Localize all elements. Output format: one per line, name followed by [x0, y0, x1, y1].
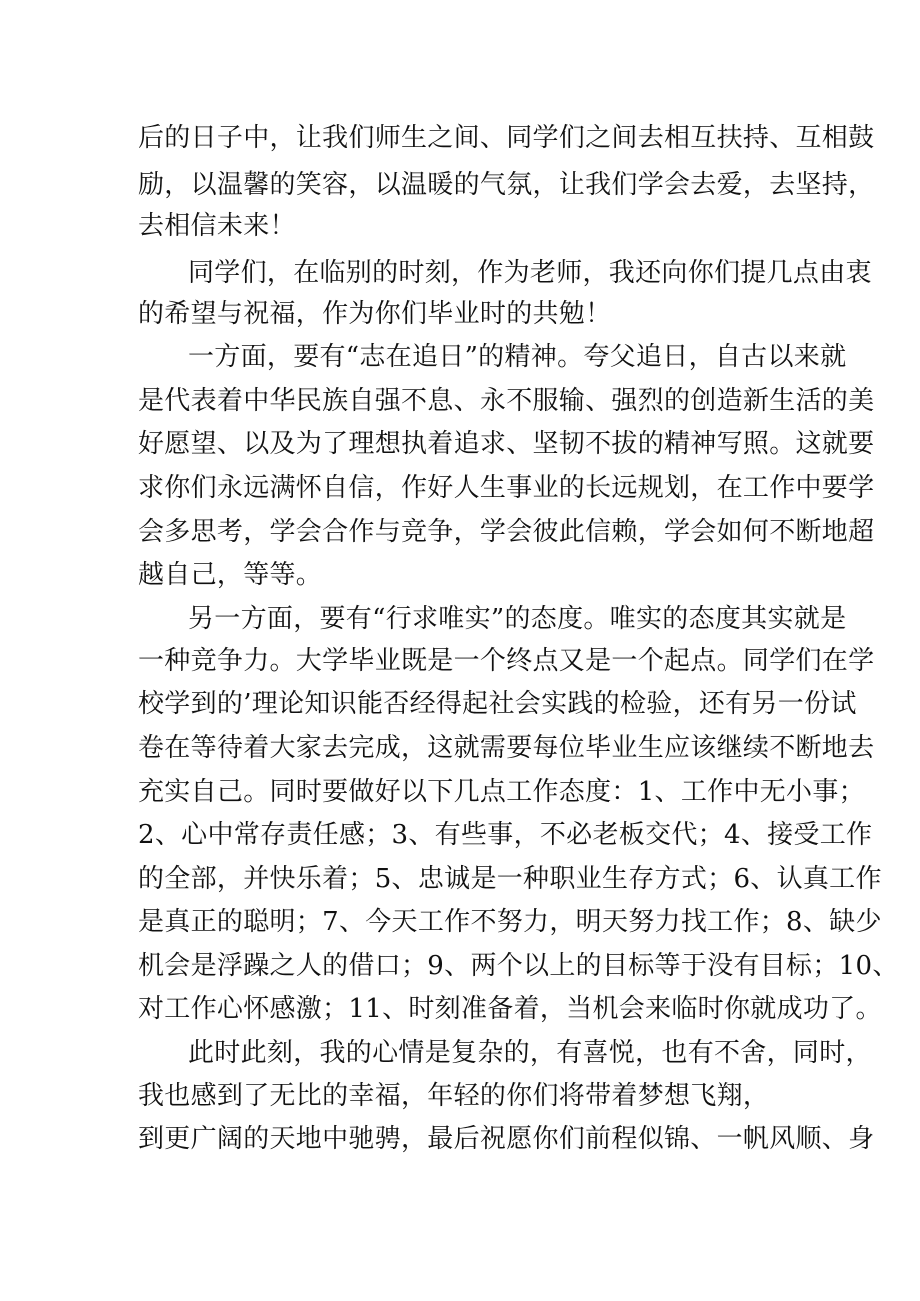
paragraph-start-line: 一方面，要有“志在追日”的精神。夸父追日，自古以来就	[188, 342, 847, 372]
paragraph-start-line: 另一方面，要有“行求唯实”的态度。唯实的态度其实就是	[188, 604, 847, 634]
text-line: 会多思考，学会合作与竞争，学会彼此信赖，学会如何不断地超	[138, 517, 875, 547]
text-line: 后的日子中，让我们师生之间、同学们之间去相互扶持、互相鼓	[138, 123, 875, 153]
text-line: 对工作心怀感激；11、时刻准备着，当机会来临时你就成功了。	[138, 994, 882, 1024]
text-line: 一种竞争力。大学毕业既是一个终点又是一个起点。同学们在学	[138, 646, 875, 676]
text-line: 好愿望、以及为了理想执着追求、坚韧不拔的精神写照。这就要	[138, 429, 875, 459]
text-line: 卷在等待着大家去完成，这就需要每位毕业生应该继续不断地去	[138, 733, 875, 763]
text-line: 充实自己。同时要做好以下几点工作态度：1、工作中无小事；	[138, 777, 865, 807]
text-line: 我也感到了无比的幸福，年轻的你们将带着梦想飞翔，	[138, 1081, 770, 1111]
text-line: 是代表着中华民族自强不息、永不服输、强烈的创造新生活的美	[138, 386, 875, 416]
text-line: 去相信未来！	[138, 211, 296, 241]
paragraph-start-line: 此时此刻，我的心情是复杂的，有喜悦，也有不舍，同时，	[188, 1038, 872, 1068]
paragraph-start-line: 同学们，在临别的时刻，作为老师，我还向你们提几点由衷	[188, 258, 872, 288]
text-line: 校学到的’理论知识能否经得起社会实践的检验，还有另一份试	[138, 689, 857, 719]
text-line: 求你们永远满怀自信，作好人生事业的长远规划，在工作中要学	[138, 473, 875, 503]
text-line: 励，以温馨的笑容，以温暖的气氛，让我们学会去爱，去坚持，	[138, 170, 875, 200]
text-line: 2、心中常存责任感；3、有些事，不必老板交代；4、接受工作	[138, 820, 873, 850]
text-line: 是真正的聪明；7、今天工作不努力，明天努力找工作；8、缺少	[138, 907, 882, 937]
text-line: 的全部，并快乐着；5、忠诚是一种职业生存方式；6、认真工作	[138, 864, 882, 894]
text-line: 到更广阔的天地中驰骋，最后祝愿你们前程似锦、一帆风顺、身	[138, 1124, 875, 1154]
text-line: 机会是浮躁之人的借口；9、两个以上的目标等于没有目标；10、	[138, 951, 899, 981]
text-line: 越自己，等等。	[138, 560, 323, 590]
text-line: 的希望与祝福，作为你们毕业时的共勉！	[138, 299, 612, 329]
